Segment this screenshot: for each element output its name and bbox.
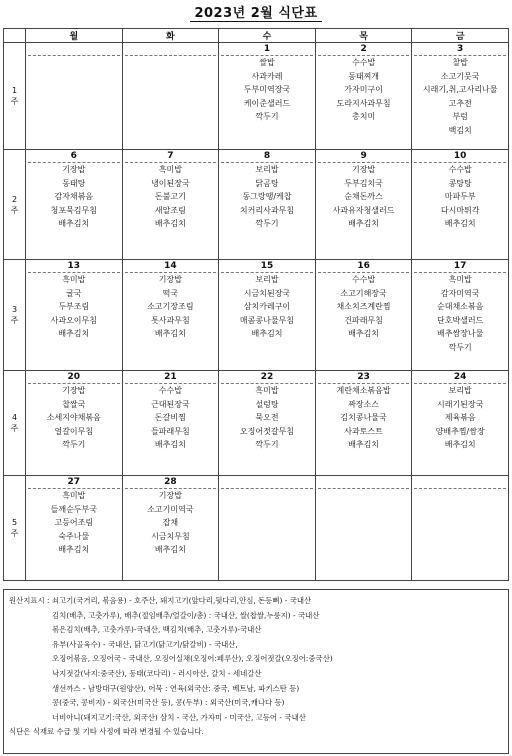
menu-item: 설렁탕 [255, 399, 279, 409]
weekday-header: 화 [122, 29, 219, 43]
menu-item: 콩탕탕 [448, 178, 472, 188]
menu-item: 수수밥 [351, 58, 376, 67]
day-number: 24 [414, 371, 506, 384]
note-line: 식단은 식재료 수급 및 기타 사정에 따라 변경될 수 있습니다. [9, 727, 204, 737]
menu-item: 케이준샐러드 [243, 98, 291, 108]
day-number: 13 [28, 260, 120, 273]
note-line: 원산지표시 : 쇠고기(국거리, 볶음용) - 호주산, 돼지고기(앞다리,뒷다리,안심, 돈등뼈) - 국내산 [9, 596, 312, 605]
week-label-text: 4 [11, 413, 18, 422]
day-number: 20 [28, 371, 120, 384]
menu-item: 배추김치 [154, 440, 186, 450]
menu-item: 흑미밥 [448, 275, 472, 284]
weekday-header: 월 [26, 29, 123, 43]
menu-item: 들깨순두부국 [50, 504, 97, 514]
menu-item: 기장밥 [351, 165, 376, 174]
weekday-header-row [4, 29, 509, 43]
menu-item: 깍두기 [448, 342, 472, 352]
day-number: 21 [125, 371, 217, 384]
week-label-text: 1 [11, 86, 18, 95]
week-label [4, 43, 26, 150]
day-number [414, 476, 506, 489]
menu-item: 김치콩나물국 [340, 413, 387, 423]
day-cell [122, 260, 219, 371]
menu-item: 깍두기 [62, 440, 86, 450]
week-label [4, 260, 26, 371]
menu-item: 흑미밥 [62, 491, 86, 500]
menu-item: 배추김치 [444, 440, 476, 450]
day-cell [315, 43, 412, 150]
menu-item: 보리밥 [255, 275, 279, 284]
week-label [4, 476, 26, 581]
menu-item: 떡국 [162, 288, 179, 298]
menu-item: 톳사과무침 [151, 315, 190, 325]
menu-item: 배추쌈장나물 [437, 329, 484, 339]
day-number: 10 [414, 150, 506, 163]
day-number: 16 [318, 260, 410, 273]
week-row [4, 150, 509, 260]
menu-item: 건파래무침 [344, 315, 383, 325]
menu-item: 배추김치 [251, 329, 283, 339]
menu-item: 잡채 [162, 518, 179, 528]
day-number [318, 476, 410, 489]
day-cell [412, 150, 509, 260]
day-cell [315, 260, 412, 371]
menu-item: 순대채소볶음 [437, 302, 484, 312]
day-cell [315, 150, 412, 260]
menu-item: 흑미밥 [62, 275, 86, 284]
menu-item: 흑미밥 [255, 386, 279, 395]
week-row [4, 476, 509, 581]
day-number: 3 [414, 43, 506, 56]
day-cell [26, 476, 123, 581]
day-number: 2 [318, 43, 410, 56]
menu-item: 시금치무침 [151, 531, 190, 541]
menu-item: 배추김치 [154, 219, 186, 229]
day-number: 17 [414, 260, 506, 273]
weekday-header: 목 [315, 29, 412, 43]
menu-item: 배추김치 [58, 219, 90, 229]
week-row [4, 260, 509, 371]
note-line: 콩(중국, 콩비지) - 외국산(미국산 등), 콩(두부) : 외국산(미국,캐나다 등) [52, 698, 285, 708]
week-label-text: 주 [10, 529, 19, 538]
day-cell [26, 371, 123, 476]
day-cell [219, 43, 316, 150]
week-label-text: 주 [10, 205, 19, 215]
menu-item: 소고기장조림 [147, 302, 194, 312]
day-number: 14 [125, 260, 217, 273]
week-label-text: 2 [11, 194, 18, 204]
menu-item: 보리밥 [255, 165, 279, 174]
menu-item: 소고기미역국 [147, 504, 194, 514]
menu-item: 기장밥 [62, 386, 86, 395]
menu-item: 배추김치 [154, 545, 186, 555]
menu-item: 동그랑땡/케찹 [242, 192, 292, 202]
note-line: 생선까스 - 남방대구(원양산), 어묵 : 연육(외국산: 중국, 베트남, 파키스탄 등) [52, 683, 300, 693]
weekday-header: 수 [219, 29, 316, 43]
week-row [4, 371, 509, 476]
menu-item: 배추김치 [154, 329, 186, 339]
menu-item: 보리밥 [448, 386, 472, 395]
menu-item: 배추김치 [444, 219, 476, 229]
page-title: 2023년 2월 식단표 [0, 2, 512, 21]
menu-item: 짜장소스 [348, 399, 380, 409]
menu-item: 부럼 [452, 112, 468, 122]
empty-day-cell [412, 476, 509, 581]
note-line: 오징어볶음, 오징어국 - 국내산, 오징어실채(오징어:페루산), 오징어젓갈(오징어:중국산) [52, 654, 333, 664]
menu-item: 감자미역국 [440, 288, 480, 298]
note-line: 너비아니(돼지고기:국산, 외국산) 삼치 - 국산, 가자미 - 미국산, 고등어 - 국내산 [52, 712, 306, 722]
day-number: 8 [221, 150, 313, 163]
origin-notes [3, 589, 509, 754]
menu-item: 흑미밥 [158, 165, 182, 174]
menu-item: 수수밥 [158, 386, 182, 395]
note-line: 볶은김치(배추, 고춧가루)-국내산, 백김치(배추, 고춧가루)-국내산 [52, 625, 262, 635]
menu-item: 동태탕 [62, 178, 86, 188]
menu-item: 깍두기 [255, 440, 279, 450]
menu-item: 기장밥 [158, 491, 182, 500]
menu-item: 총치미 [351, 112, 376, 122]
day-number: 6 [28, 150, 120, 163]
menu-item: 제육볶음 [444, 413, 476, 423]
week-label-text: 주 [10, 316, 19, 325]
day-cell [26, 260, 123, 371]
menu-item: 굴국 [66, 288, 82, 298]
menu-item: 쌀밥 [259, 58, 275, 67]
menu-item: 사과카레 [251, 71, 283, 81]
menu-item: 근대된장국 [151, 399, 190, 409]
menu-item: 사과토스트 [344, 426, 383, 436]
menu-item: 두부미역장국 [243, 85, 291, 95]
menu-item: 시래기된장국 [437, 399, 484, 409]
menu-item: 백김치 [448, 125, 472, 135]
menu-item: 들파래무침 [151, 426, 190, 436]
menu-item: 다시마튀각 [440, 205, 480, 215]
menu-item: 마파두부 [444, 192, 476, 202]
menu-item: 치커리사과무침 [239, 205, 295, 215]
menu-item: 소세지야채볶음 [46, 413, 101, 423]
menu-item: 기장밥 [158, 275, 182, 284]
menu-item: 새알조림 [154, 205, 186, 215]
menu-item: 찹쌀국 [62, 399, 86, 409]
menu-item: 계란채소볶음밥 [336, 386, 391, 395]
menu-item: 동태찌개 [348, 71, 380, 81]
day-number: 1 [221, 43, 313, 56]
day-number [125, 43, 217, 56]
menu-item: 오징어젓갈무침 [239, 426, 295, 436]
menu-item: 사과유자청샐러드 [332, 205, 395, 215]
day-cell [122, 371, 219, 476]
menu-item: 돈갈비찜 [154, 413, 186, 423]
menu-item: 가자미구이 [344, 85, 383, 95]
menu-item: 배추김치 [348, 440, 380, 450]
menu-item: 깍두기 [255, 112, 279, 122]
day-number: 28 [125, 476, 217, 489]
menu-item: 시금치된장국 [243, 288, 291, 298]
day-cell [219, 150, 316, 260]
empty-day-cell [26, 43, 123, 150]
day-number: 7 [125, 150, 217, 163]
day-cell [26, 150, 123, 260]
week-label [4, 371, 26, 476]
note-line: 유부(사골육수) - 국내산, 닭고기(닭고기/닭갈비) - 국내산, [52, 639, 238, 649]
note-line: 낙지젓갈(낙지:중국산), 동태(코다리) - 러시아산, 갈치 - 세네갈산 [52, 668, 262, 678]
day-cell [122, 476, 219, 581]
menu-item: 닭곰탕 [255, 178, 279, 188]
day-number: 22 [221, 371, 313, 384]
corner-cell [4, 29, 26, 43]
day-cell [219, 371, 316, 476]
day-number [221, 476, 313, 489]
week-label-text: 주 [10, 424, 19, 433]
day-number [28, 43, 120, 56]
menu-item: 숙주나물 [58, 531, 90, 541]
menu-item: 배추김치 [58, 329, 90, 339]
menu-item: 단호박샐러드 [437, 315, 484, 325]
week-label-text: 주 [10, 97, 19, 106]
menu-item: 두부김치국 [344, 178, 383, 188]
menu-item: 냉이된장국 [151, 178, 190, 188]
week-label [4, 150, 26, 260]
week-label-text: 3 [11, 305, 18, 314]
menu-item: 배추김치 [348, 329, 380, 339]
empty-day-cell [315, 476, 412, 581]
menu-item: 소고기뭇국 [440, 71, 480, 81]
menu-item: 수수밥 [351, 275, 376, 284]
menu-item: 고등어조림 [54, 518, 94, 528]
menu-item: 깍두기 [255, 219, 279, 229]
menu-item: 소고기해장국 [340, 288, 387, 298]
note-line: 김치(배추, 고춧가루), 배추(절임배추/얼갈이/총) : 국내산, 쌀(찹쌀,누룽지) - 국내산 [52, 610, 320, 620]
day-number: 9 [318, 150, 410, 163]
menu-item: 청포묵김무침 [50, 205, 97, 215]
menu-item: 기장밥 [62, 165, 86, 174]
day-cell [412, 371, 509, 476]
day-cell [412, 43, 509, 150]
day-number: 23 [318, 371, 410, 384]
menu-item: 채소치즈계란찜 [336, 302, 391, 312]
week-row [4, 43, 509, 150]
menu-item: 양배추찜/쌈장 [435, 426, 485, 436]
menu-item: 두부조림 [58, 302, 90, 312]
day-cell [122, 150, 219, 260]
menu-item: 배추김치 [348, 219, 380, 229]
menu-item: 매콤콩나물무침 [239, 315, 295, 325]
menu-item: 수수밥 [448, 165, 472, 174]
day-number: 15 [221, 260, 313, 273]
weekday-header: 금 [412, 29, 509, 43]
menu-item: 도라지사과무침 [336, 98, 391, 108]
menu-item: 감자채볶음 [54, 192, 94, 202]
menu-item: 돈불고기 [154, 192, 186, 202]
menu-item: 삼치카레구이 [243, 302, 291, 312]
menu-item: 사과오이무침 [50, 315, 97, 325]
day-cell [315, 371, 412, 476]
week-label-text: 5 [11, 518, 18, 527]
menu-item: 얼갈이무침 [54, 426, 94, 436]
day-number: 27 [28, 476, 120, 489]
empty-day-cell [219, 476, 316, 581]
day-cell [219, 260, 316, 371]
menu-item: 시래기,취,고사리나물 [422, 85, 498, 95]
day-cell [412, 260, 509, 371]
menu-item: 찰밥 [452, 58, 468, 67]
menu-item: 배추김치 [58, 545, 90, 555]
empty-day-cell [122, 43, 219, 150]
menu-item: 묵오전 [255, 413, 279, 423]
menu-table [3, 28, 509, 581]
menu-item: 고추전 [448, 98, 472, 108]
menu-item: 순채돈까스 [344, 192, 383, 202]
